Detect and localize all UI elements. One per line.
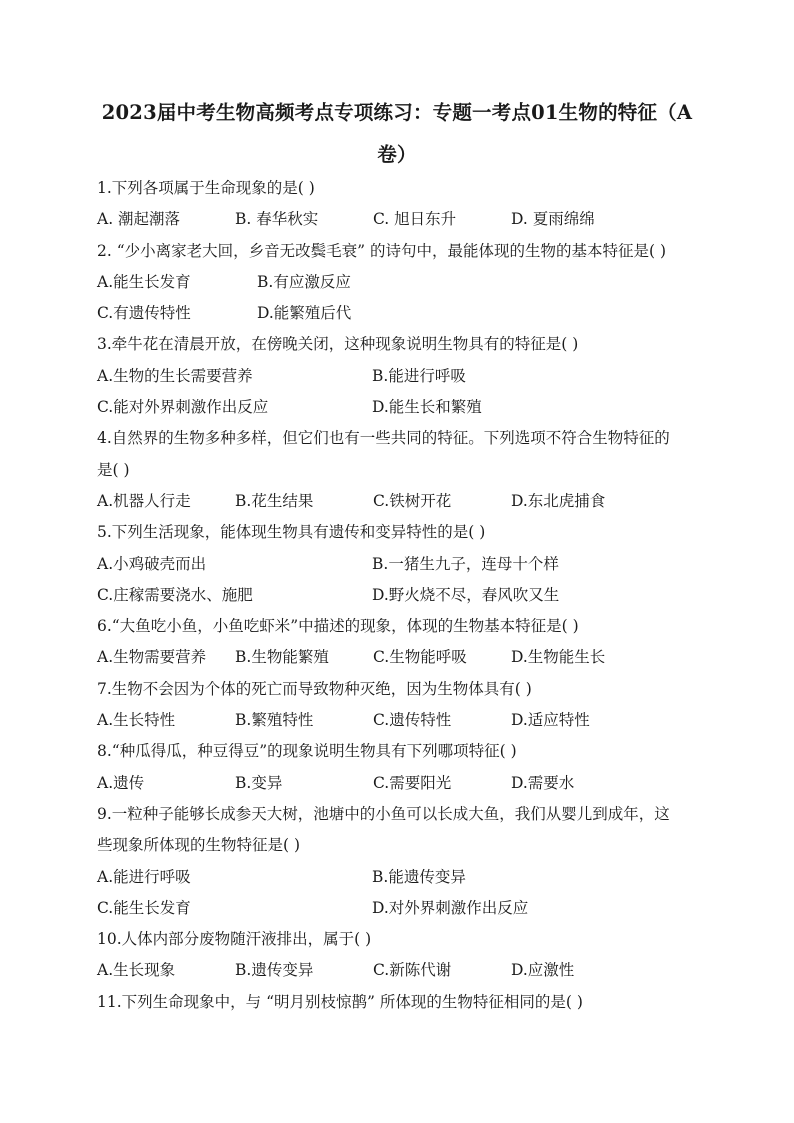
option-b: B.有应激反应 bbox=[257, 272, 351, 291]
title-line-1: 2023届中考生物高频考点专项练习：专题一考点01生物的特征（A bbox=[101, 101, 693, 124]
question-5-stem: 5.下列生活现象，能体现生物具有遗传和变异特性的是( ) bbox=[97, 523, 486, 542]
option-b: B.能遗传变异 bbox=[372, 867, 466, 886]
title-line-2: 卷） bbox=[377, 143, 417, 166]
option-c: C.铁树开花 bbox=[373, 491, 452, 510]
option-d: D.能生长和繁殖 bbox=[372, 398, 482, 417]
option-c: C.生物能呼吸 bbox=[373, 648, 467, 667]
question-list bbox=[97, 173, 697, 1018]
option-c: C.需要阳光 bbox=[373, 773, 452, 792]
question-2-options-row2 bbox=[97, 298, 697, 329]
option-b: B.变异 bbox=[235, 773, 283, 792]
option-b: B.生物能繁殖 bbox=[235, 648, 329, 667]
question-1-options bbox=[97, 204, 697, 235]
option-d: D.能繁殖后代 bbox=[257, 304, 352, 323]
option-a: A.生长特性 bbox=[97, 711, 176, 730]
question-9-options-row1 bbox=[97, 862, 697, 893]
question-10-options bbox=[97, 955, 697, 986]
option-b: B.花生结果 bbox=[235, 491, 314, 510]
option-c: C.有遗传特性 bbox=[97, 304, 191, 323]
option-c: C. 旭日东升 bbox=[373, 210, 457, 229]
option-d: D.野火烧不尽，春风吹又生 bbox=[372, 585, 560, 604]
option-a: A. 潮起潮落 bbox=[97, 210, 181, 229]
question-7-options bbox=[97, 705, 697, 736]
option-d: D.生物能生长 bbox=[511, 648, 606, 667]
option-c: C.遗传特性 bbox=[373, 711, 452, 730]
question-4-stem-line1: 4.自然界的生物多种多样，但它们也有一些共同的特征。下列选项不符合生物特征的 bbox=[97, 429, 670, 448]
option-d: D.应激性 bbox=[511, 961, 575, 980]
option-a: A.机器人行走 bbox=[97, 491, 191, 510]
question-3-options-row2 bbox=[97, 392, 697, 423]
question-9-stem-line2: 些现象所体现的生物特征是( ) bbox=[97, 836, 301, 855]
question-5-options-row2 bbox=[97, 580, 697, 611]
question-8-stem: 8.“种瓜得瓜，种豆得豆”的现象说明生物具有下列哪项特征( ) bbox=[97, 742, 517, 761]
option-b: B.繁殖特性 bbox=[235, 711, 314, 730]
option-a: A.能进行呼吸 bbox=[97, 867, 191, 886]
option-c: C.能对外界刺激作出反应 bbox=[97, 398, 269, 417]
question-6-options bbox=[97, 642, 697, 673]
question-7-stem: 7.生物不会因为个体的死亡而导致物种灭绝，因为生物体具有( ) bbox=[97, 679, 532, 698]
question-8-options bbox=[97, 768, 697, 799]
question-3-stem: 3.牵牛花在清晨开放，在傍晚关闭，这种现象说明生物具有的特征是( ) bbox=[97, 335, 579, 354]
option-b: B.能进行呼吸 bbox=[372, 366, 466, 385]
option-b: B. 春华秋实 bbox=[235, 210, 319, 229]
option-a: A.生物需要营养 bbox=[97, 648, 207, 667]
option-c: C.庄稼需要浇水、施肥 bbox=[97, 585, 253, 604]
question-9-stem-line1: 9.一粒种子能够长成参天大树，池塘中的小鱼可以长成大鱼，我们从婴儿到成年，这 bbox=[97, 804, 670, 823]
option-d: D.适应特性 bbox=[511, 711, 590, 730]
option-a: A.能生长发育 bbox=[97, 272, 191, 291]
option-d: D. 夏雨绵绵 bbox=[511, 210, 595, 229]
question-5-options-row1 bbox=[97, 549, 697, 580]
question-10-stem: 10.人体内部分废物随汗液排出，属于( ) bbox=[97, 930, 372, 949]
option-b: B.遗传变异 bbox=[235, 961, 314, 980]
option-a: A.生长现象 bbox=[97, 961, 176, 980]
option-d: D.对外界刺激作出反应 bbox=[372, 898, 529, 917]
option-a: A.生物的生长需要营养 bbox=[97, 366, 253, 385]
option-a: A.遗传 bbox=[97, 773, 145, 792]
option-a: A.小鸡破壳而出 bbox=[97, 554, 207, 573]
option-c: C.新陈代谢 bbox=[373, 961, 452, 980]
question-6-stem: 6.“大鱼吃小鱼，小鱼吃虾米”中描述的现象，体现的生物基本特征是( ) bbox=[97, 617, 579, 636]
option-d: D.东北虎捕食 bbox=[511, 491, 606, 510]
option-c: C.能生长发育 bbox=[97, 898, 191, 917]
question-11-stem: 11.下列生命现象中，与 “明月别枝惊鹊” 所体现的生物特征相同的是( ) bbox=[97, 992, 583, 1011]
question-1-stem: 1.下列各项属于生命现象的是( ) bbox=[97, 179, 315, 197]
option-b: B.一猪生九子，连母十个样 bbox=[372, 554, 559, 573]
question-2-options-row1 bbox=[97, 267, 697, 298]
question-2-stem: 2. “少小离家老大回，乡音无改鬓毛衰” 的诗句中，最能体现的生物的基本特征是( ) bbox=[97, 241, 667, 260]
question-9-options-row2 bbox=[97, 893, 697, 924]
question-4-options bbox=[97, 486, 697, 517]
option-d: D.需要水 bbox=[511, 773, 575, 792]
page-title bbox=[60, 92, 734, 176]
question-3-options-row1 bbox=[97, 361, 697, 392]
question-4-stem-line2: 是( ) bbox=[97, 460, 130, 479]
